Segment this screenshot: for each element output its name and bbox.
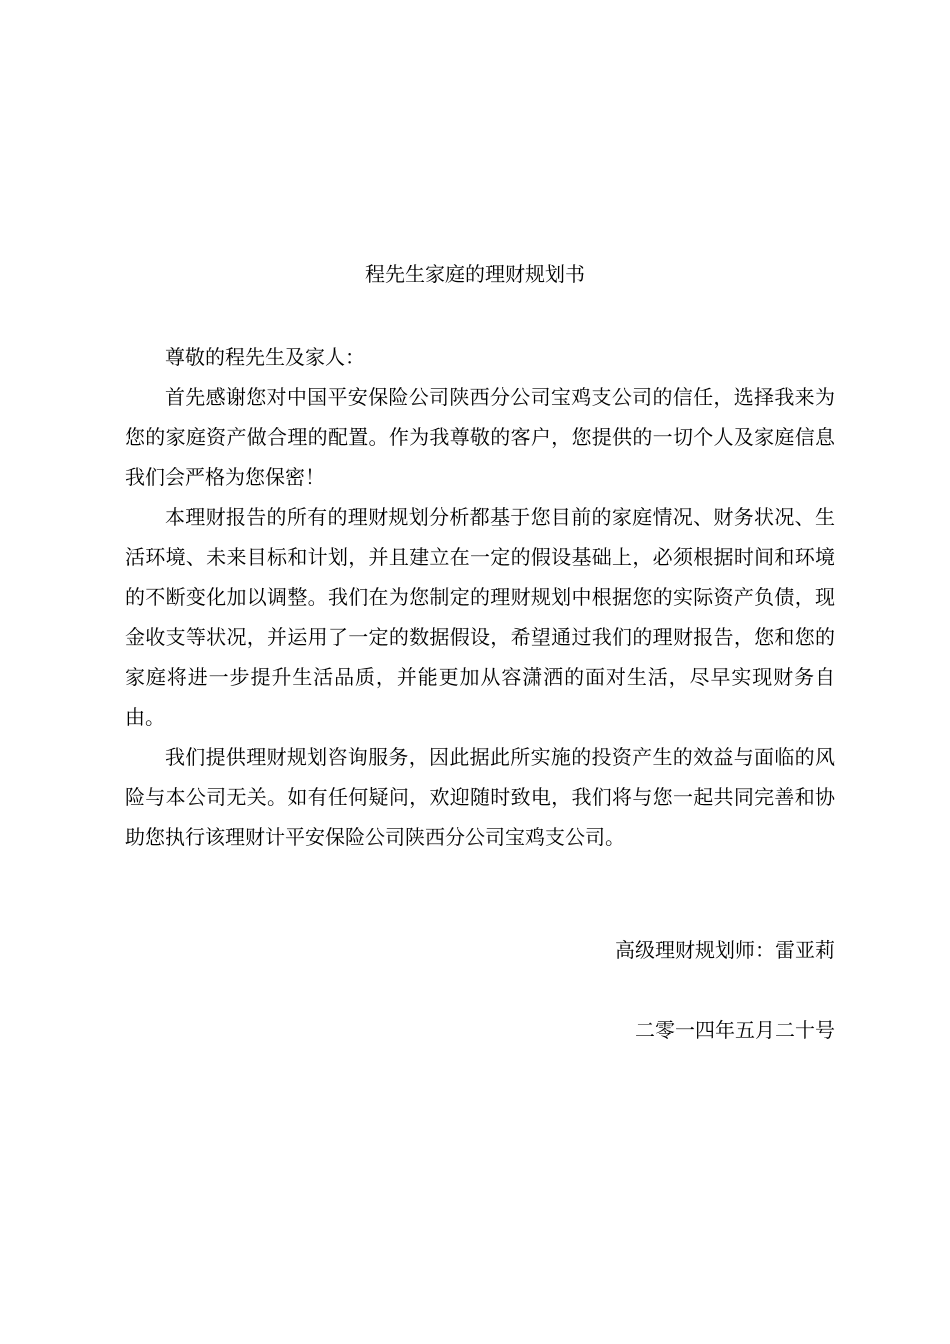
salutation: 尊敬的程先生及家人： [165,345,365,369]
document-title: 程先生家庭的理财规划书 [365,262,585,286]
document-date: 二零一四年五月二十号 [635,1018,835,1042]
document-body [125,337,835,857]
paragraph-thanks: 首先感谢您对中国平安保险公司陕西分公司宝鸡支公司的信任，选择我来为您的家庭资产做合理的配置。作为我尊敬的客户，您提供的一切个人及家庭信息我们会严格为您保密！ [125,385,835,489]
paragraph-disclaimer: 我们提供理财规划咨询服务，因此据此所实施的投资产生的效益与面临的风险与本公司无关。如有任何疑问，欢迎随时致电，我们将与您一起共同完善和协助您执行该理财计平安保险公司陕西分公司宝鸡支公司。 [125,745,835,849]
paragraph-basis: 本理财报告的所有的理财规划分析都基于您目前的家庭情况、财务状况、生活环境、未来目标和计划，并且建立在一定的假设基础上，必须根据时间和环境的不断变化加以调整。我们在为您制定的理财规划中根据您的实际资产负债，现金收支等状况，并运用了一定的数据假设，希望通过我们的理财报告，您和您的家庭将进一步提升生活品质，并能更加从容潇洒的面对生活，尽早实现财务自由。 [125,505,835,729]
planner-signature: 高级理财规划师：雷亚莉 [615,938,835,962]
